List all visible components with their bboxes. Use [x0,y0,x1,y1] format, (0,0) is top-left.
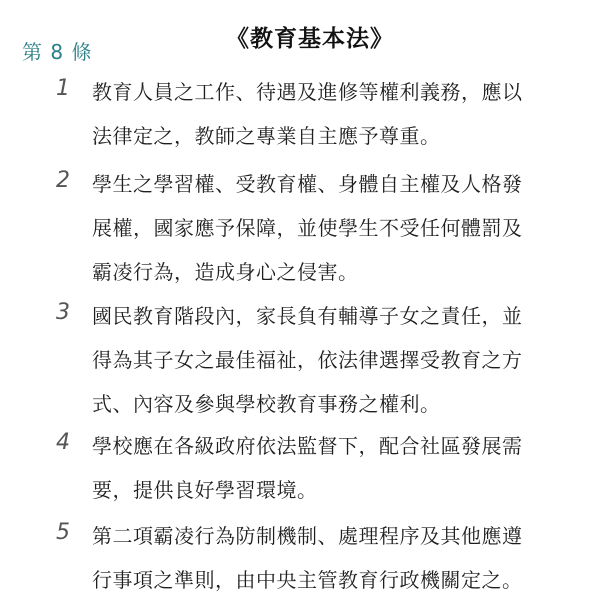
text-line: 得為其子女之最佳福祉，依法律選擇受教育之方 [92,348,523,372]
paragraph-number: 4 [56,430,70,455]
paragraph-text [92,162,572,294]
law-title: 《教育基本法》 [226,26,394,52]
text-line: 學生之學習權、受教育權、身體自主權及人格發 [92,172,523,196]
paragraph-number: 3 [56,300,70,325]
text-line: 要，提供良好學習環境。 [92,478,318,502]
text-line: 法律定之，教師之專業自主應予尊重。 [92,124,441,148]
text-line: 學校應在各級政府依法監督下，配合社區發展需 [92,434,523,458]
paragraph-number: 5 [56,520,70,545]
paragraph-text [92,70,572,158]
text-line: 展權，國家應予保障，並使學生不受任何體罰及 [92,216,523,240]
paragraph-text [92,424,572,512]
text-line: 第二項霸凌行為防制機制、處理程序及其他應遵 [92,524,523,548]
paragraph-number: 2 [56,168,70,193]
article-label: 第 8 條 [22,40,93,64]
text-line: 教育人員之工作、待遇及進修等權利義務，應以 [92,80,523,104]
paragraph-number: 1 [56,76,70,101]
paragraph-text [92,514,572,602]
text-line: 行事項之準則，由中央主管教育行政機關定之。 [92,568,523,592]
text-line: 式、內容及參與學校教育事務之權利。 [92,392,441,416]
text-line: 國民教育階段內，家長負有輔導子女之責任，並 [92,304,523,328]
text-line: 霸凌行為，造成身心之侵害。 [92,260,359,284]
paragraph-text [92,294,572,426]
